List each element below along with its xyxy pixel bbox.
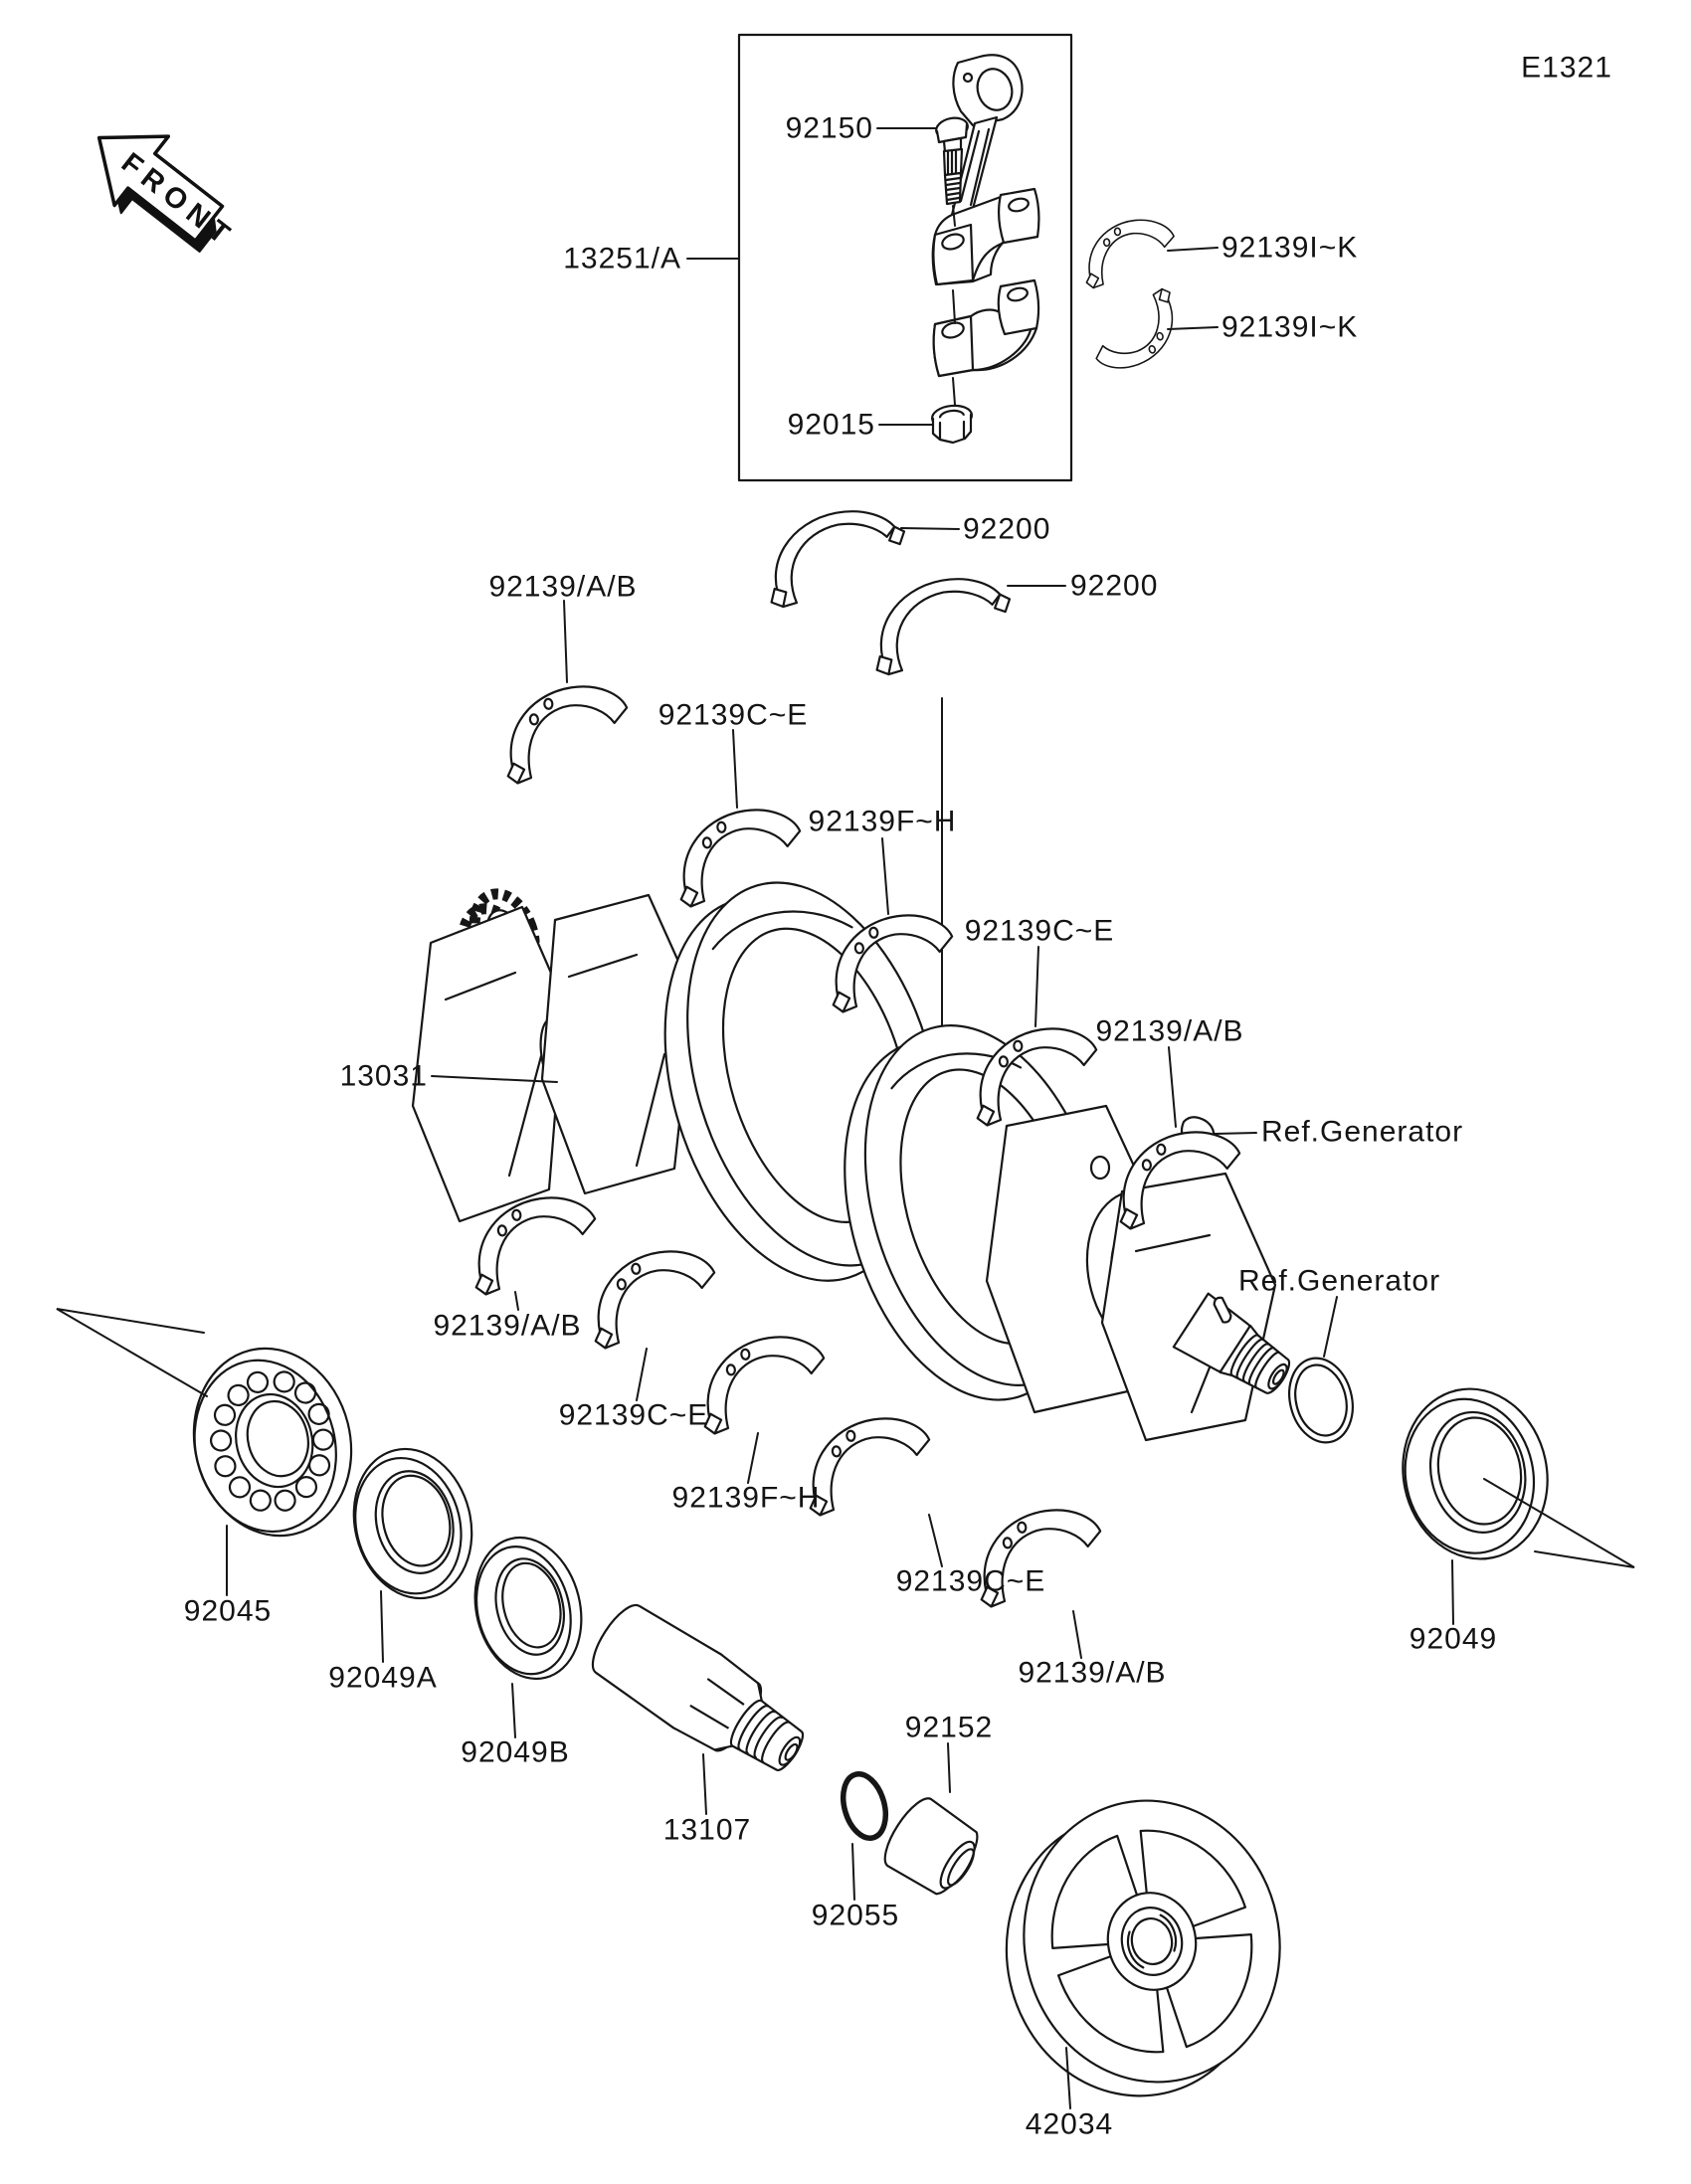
label-13107: 13107 <box>662 1813 752 1847</box>
label-refgen-1: Ref.Generator <box>1261 1115 1464 1149</box>
thrust-washer-2 <box>865 572 1018 676</box>
page-code: E1321 <box>1521 51 1612 85</box>
label-92139FH-1: 92139F~H <box>808 805 957 838</box>
oil-seal-b <box>461 1527 596 1691</box>
label-13031: 13031 <box>339 1059 428 1093</box>
label-92015: 92015 <box>787 408 875 442</box>
conrod-nut <box>931 404 973 443</box>
label-92139AB-3: 92139/A/B <box>433 1309 582 1343</box>
label-92139AB-4: 92139/A/B <box>1018 1656 1167 1690</box>
label-92139CE-1: 92139C~E <box>658 698 809 732</box>
main-shell-ce3 <box>587 1247 721 1350</box>
oil-seal-right <box>1388 1375 1564 1572</box>
main-shell-fh2 <box>696 1333 831 1435</box>
label-92150: 92150 <box>785 111 873 145</box>
label-92055: 92055 <box>811 1899 900 1932</box>
exploded-axis-line <box>953 378 955 405</box>
collar <box>876 1792 989 1904</box>
rod-bearing-shell-upper <box>1082 218 1177 288</box>
front-arrow-label: FRONT <box>114 146 241 255</box>
label-92139CE-4: 92139C~E <box>895 1564 1046 1598</box>
label-92049A: 92049A <box>328 1661 438 1695</box>
label-92139IK-2: 92139I~K <box>1221 310 1359 344</box>
label-92139FH-2: 92139F~H <box>671 1481 821 1515</box>
o-ring <box>837 1769 893 1843</box>
label-92200-2: 92200 <box>1070 569 1159 603</box>
label-42034: 42034 <box>1025 2107 1114 2141</box>
main-shell-ce4 <box>802 1414 936 1517</box>
front-arrow <box>71 103 258 277</box>
label-92049B: 92049B <box>461 1735 570 1769</box>
label-92139CE-2: 92139C~E <box>964 914 1115 948</box>
label-92049: 92049 <box>1409 1622 1498 1656</box>
conrod-cap <box>934 280 1038 376</box>
thrust-washer-1 <box>760 504 912 609</box>
label-92045: 92045 <box>183 1594 273 1628</box>
oil-seal-a <box>338 1436 486 1611</box>
roller-bearing <box>174 1332 370 1552</box>
label-92200-1: 92200 <box>963 512 1051 546</box>
label-92139AB-2: 92139/A/B <box>1095 1014 1244 1048</box>
rod-bearing-shell-lower <box>1082 287 1188 377</box>
main-shell-ab1 <box>499 682 634 785</box>
coupling-shaft <box>582 1594 820 1791</box>
label-92139CE-3: 92139C~E <box>558 1398 709 1432</box>
exploded-axis-line <box>953 290 955 323</box>
generator-ring <box>1281 1352 1362 1449</box>
label-92139AB-1: 92139/A/B <box>488 570 638 604</box>
crank-web <box>413 907 564 1221</box>
label-92152: 92152 <box>904 1711 994 1744</box>
label-refgen-2: Ref.Generator <box>1238 1264 1441 1298</box>
label-13251A: 13251/A <box>563 242 681 275</box>
label-92139IK-1: 92139I~K <box>1221 231 1359 265</box>
witness-lines-left <box>57 1309 207 1396</box>
coupler <box>979 1776 1308 2119</box>
